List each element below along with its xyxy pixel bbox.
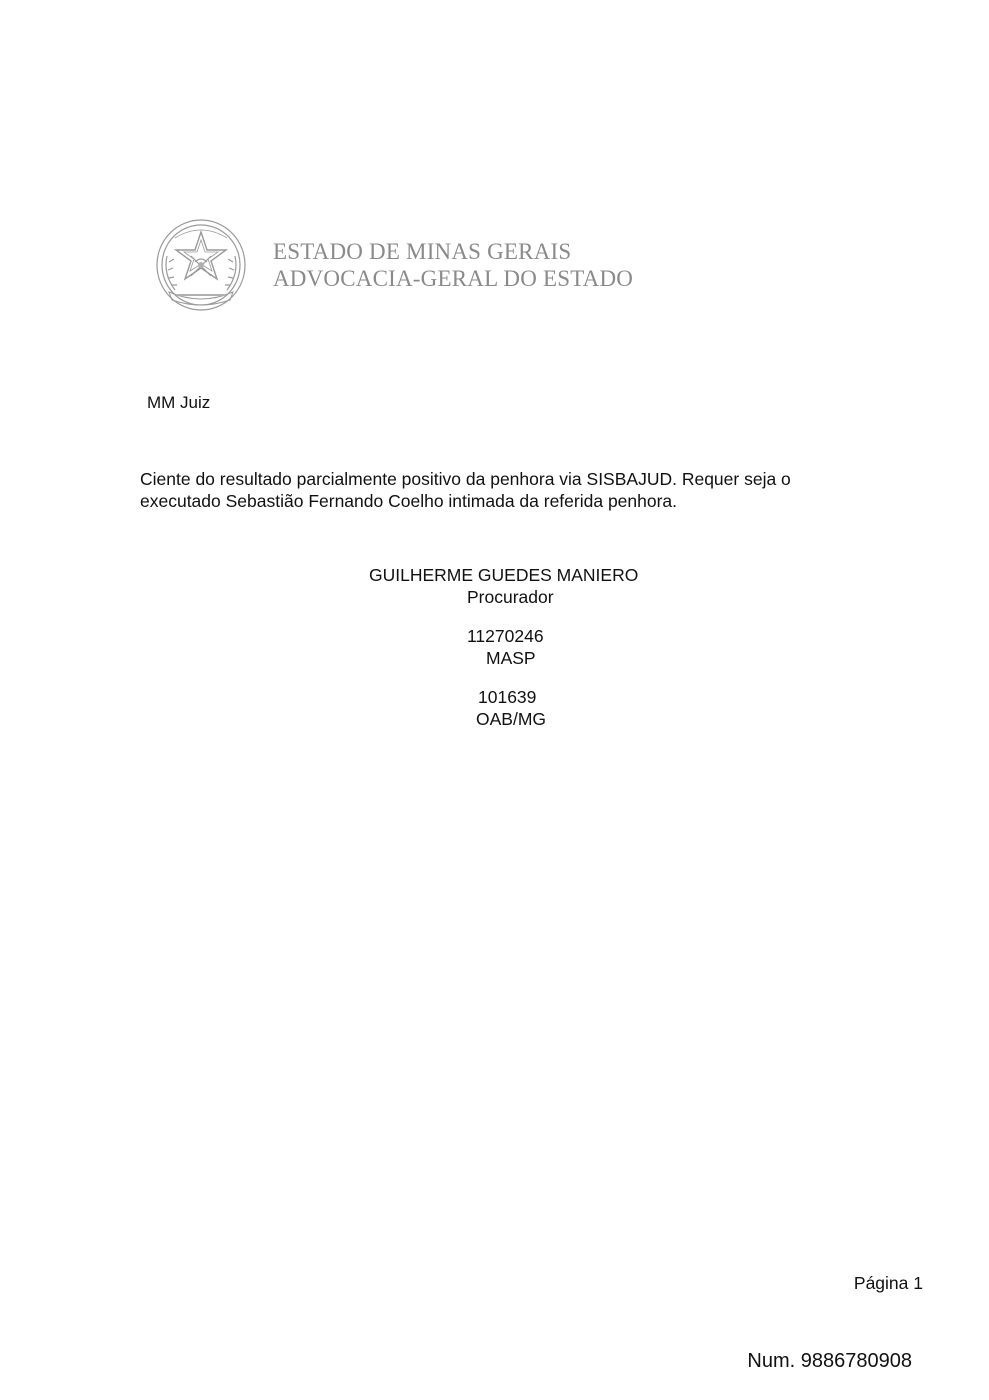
masp-number: 11270246 — [467, 626, 544, 646]
letterhead — [155, 218, 715, 314]
oab-label: OAB/MG — [476, 709, 547, 729]
letter-body-line-2: executado Sebastião Fernando Coelho intimada da referida penhora. — [140, 491, 678, 511]
letter-body — [140, 468, 840, 512]
document-number: Num. 9886780908 — [747, 1350, 912, 1372]
letterhead-title — [273, 238, 633, 292]
signer-role: Procurador — [467, 587, 554, 607]
signer-name: GUILHERME GUEDES MANIERO — [369, 565, 639, 585]
page-number: Página 1 — [853, 1273, 923, 1293]
coat-of-arms-seal-icon — [155, 218, 247, 312]
salutation: MM Juiz — [147, 393, 211, 412]
letter-body-line-1: Ciente do resultado parcialmente positivo da penhora via SISBAJUD. Requer seja o — [140, 469, 791, 489]
oab-number: 101639 — [478, 687, 537, 707]
letterhead-state-name: ESTADO DE MINAS GERAIS — [273, 239, 572, 264]
letterhead-agency-name: ADVOCACIA-GERAL DO ESTADO — [273, 266, 634, 291]
masp-label: MASP — [486, 648, 536, 668]
